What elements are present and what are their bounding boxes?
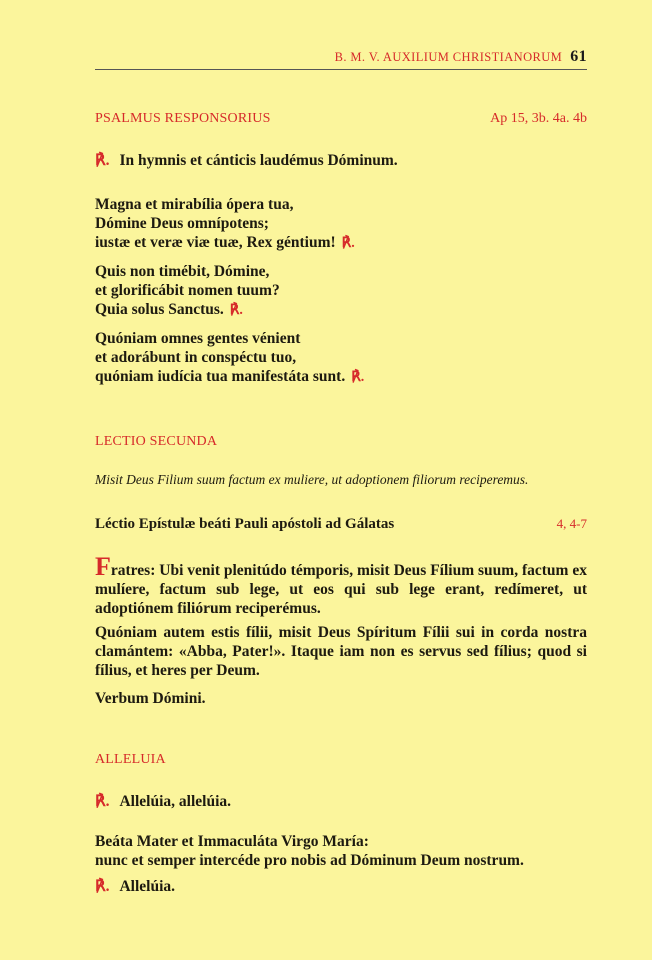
drop-cap: F — [95, 552, 111, 581]
stanza-line: Quia solus Sanctus. ℟. — [95, 301, 243, 318]
alleluia-verse — [95, 832, 587, 870]
psalm-response — [95, 151, 587, 170]
stanza-line: quóniam iudícia tua manifestáta sunt. ℟. — [95, 368, 365, 385]
psalm-stanza-1 — [95, 195, 587, 253]
alleluia-title: ALLELUIA — [95, 752, 166, 767]
psalm-response-text: In hymnis et cánticis laudémus Dóminum. — [119, 152, 398, 169]
psalm-stanza-3 — [95, 329, 587, 387]
stanza-line: Quóniam omnes gentes vénient — [95, 330, 301, 347]
psalm-reference: Ap 15, 3b. 4a. 4b — [490, 111, 587, 126]
stanza-line: iustæ et veræ viæ tuæ, Rex géntium! ℟. — [95, 234, 355, 251]
verse-line: Beáta Mater et Immaculáta Virgo María: — [95, 833, 369, 850]
lectio-heading: Léctio Epístulæ beáti Pauli apóstoli ad Gálatas — [95, 516, 395, 532]
lectio-paragraph-1: Fratres: Ubi venit plenitúdo témporis, misit Deus Fílium suum, factum ex mulíere, factum sub lege, ut eos qui sub lege erant, redímeret, ut adoptiónem filiórum reciperémus. — [95, 552, 587, 617]
response-symbol: ℟. — [95, 793, 110, 810]
stanza-line: Dómine Deus omnípotens; — [95, 215, 269, 232]
stanza-line: Magna et mirabília ópera tua, — [95, 196, 294, 213]
lectio-paragraph-2: Quóniam autem estis fílii, misit Deus Spíritum Fílii sui in corda nostra clamántem: «Abba, Pater!». Itaque iam non es servus sed fílius; quod si fílius, et heres per Deum. — [95, 624, 587, 679]
stanza-line: Quis non timébit, Dómine, — [95, 263, 270, 280]
psalm-title: PSALMUS RESPONSORIUS — [95, 111, 271, 126]
stanza-line: et adorábunt in conspéctu tuo, — [95, 349, 297, 366]
page-number: 61 — [570, 48, 587, 65]
header-rule — [95, 69, 587, 70]
verse-line: nunc et semper intercéde pro nobis ad Dóminum Deum nostrum. — [95, 852, 524, 869]
running-header — [95, 48, 587, 66]
lectio-reference: 4, 4-7 — [556, 516, 587, 531]
response-symbol: ℟. — [95, 152, 110, 169]
response-symbol: ℟. — [229, 303, 243, 318]
lectio-closing: Verbum Dómini. — [95, 690, 206, 707]
lectio-title: LECTIO SECUNDA — [95, 434, 218, 449]
response-symbol: ℟. — [351, 370, 365, 385]
alleluia-response-2: ℟. Allelúia. — [95, 878, 176, 895]
psalm-stanza-2 — [95, 262, 587, 320]
lectio-summary: Misit Deus Filium suum factum ex muliere, ut adoptionem filiorum reciperemus. — [95, 472, 529, 487]
running-title: B. M. V. AUXILIUM CHRISTIANORUM — [334, 50, 563, 64]
response-symbol: ℟. — [341, 236, 355, 251]
response-symbol: ℟. — [95, 878, 110, 895]
stanza-line: et glorificábit nomen tuum? — [95, 282, 280, 299]
alleluia-response-1: ℟. Allelúia, allelúia. — [95, 793, 232, 810]
